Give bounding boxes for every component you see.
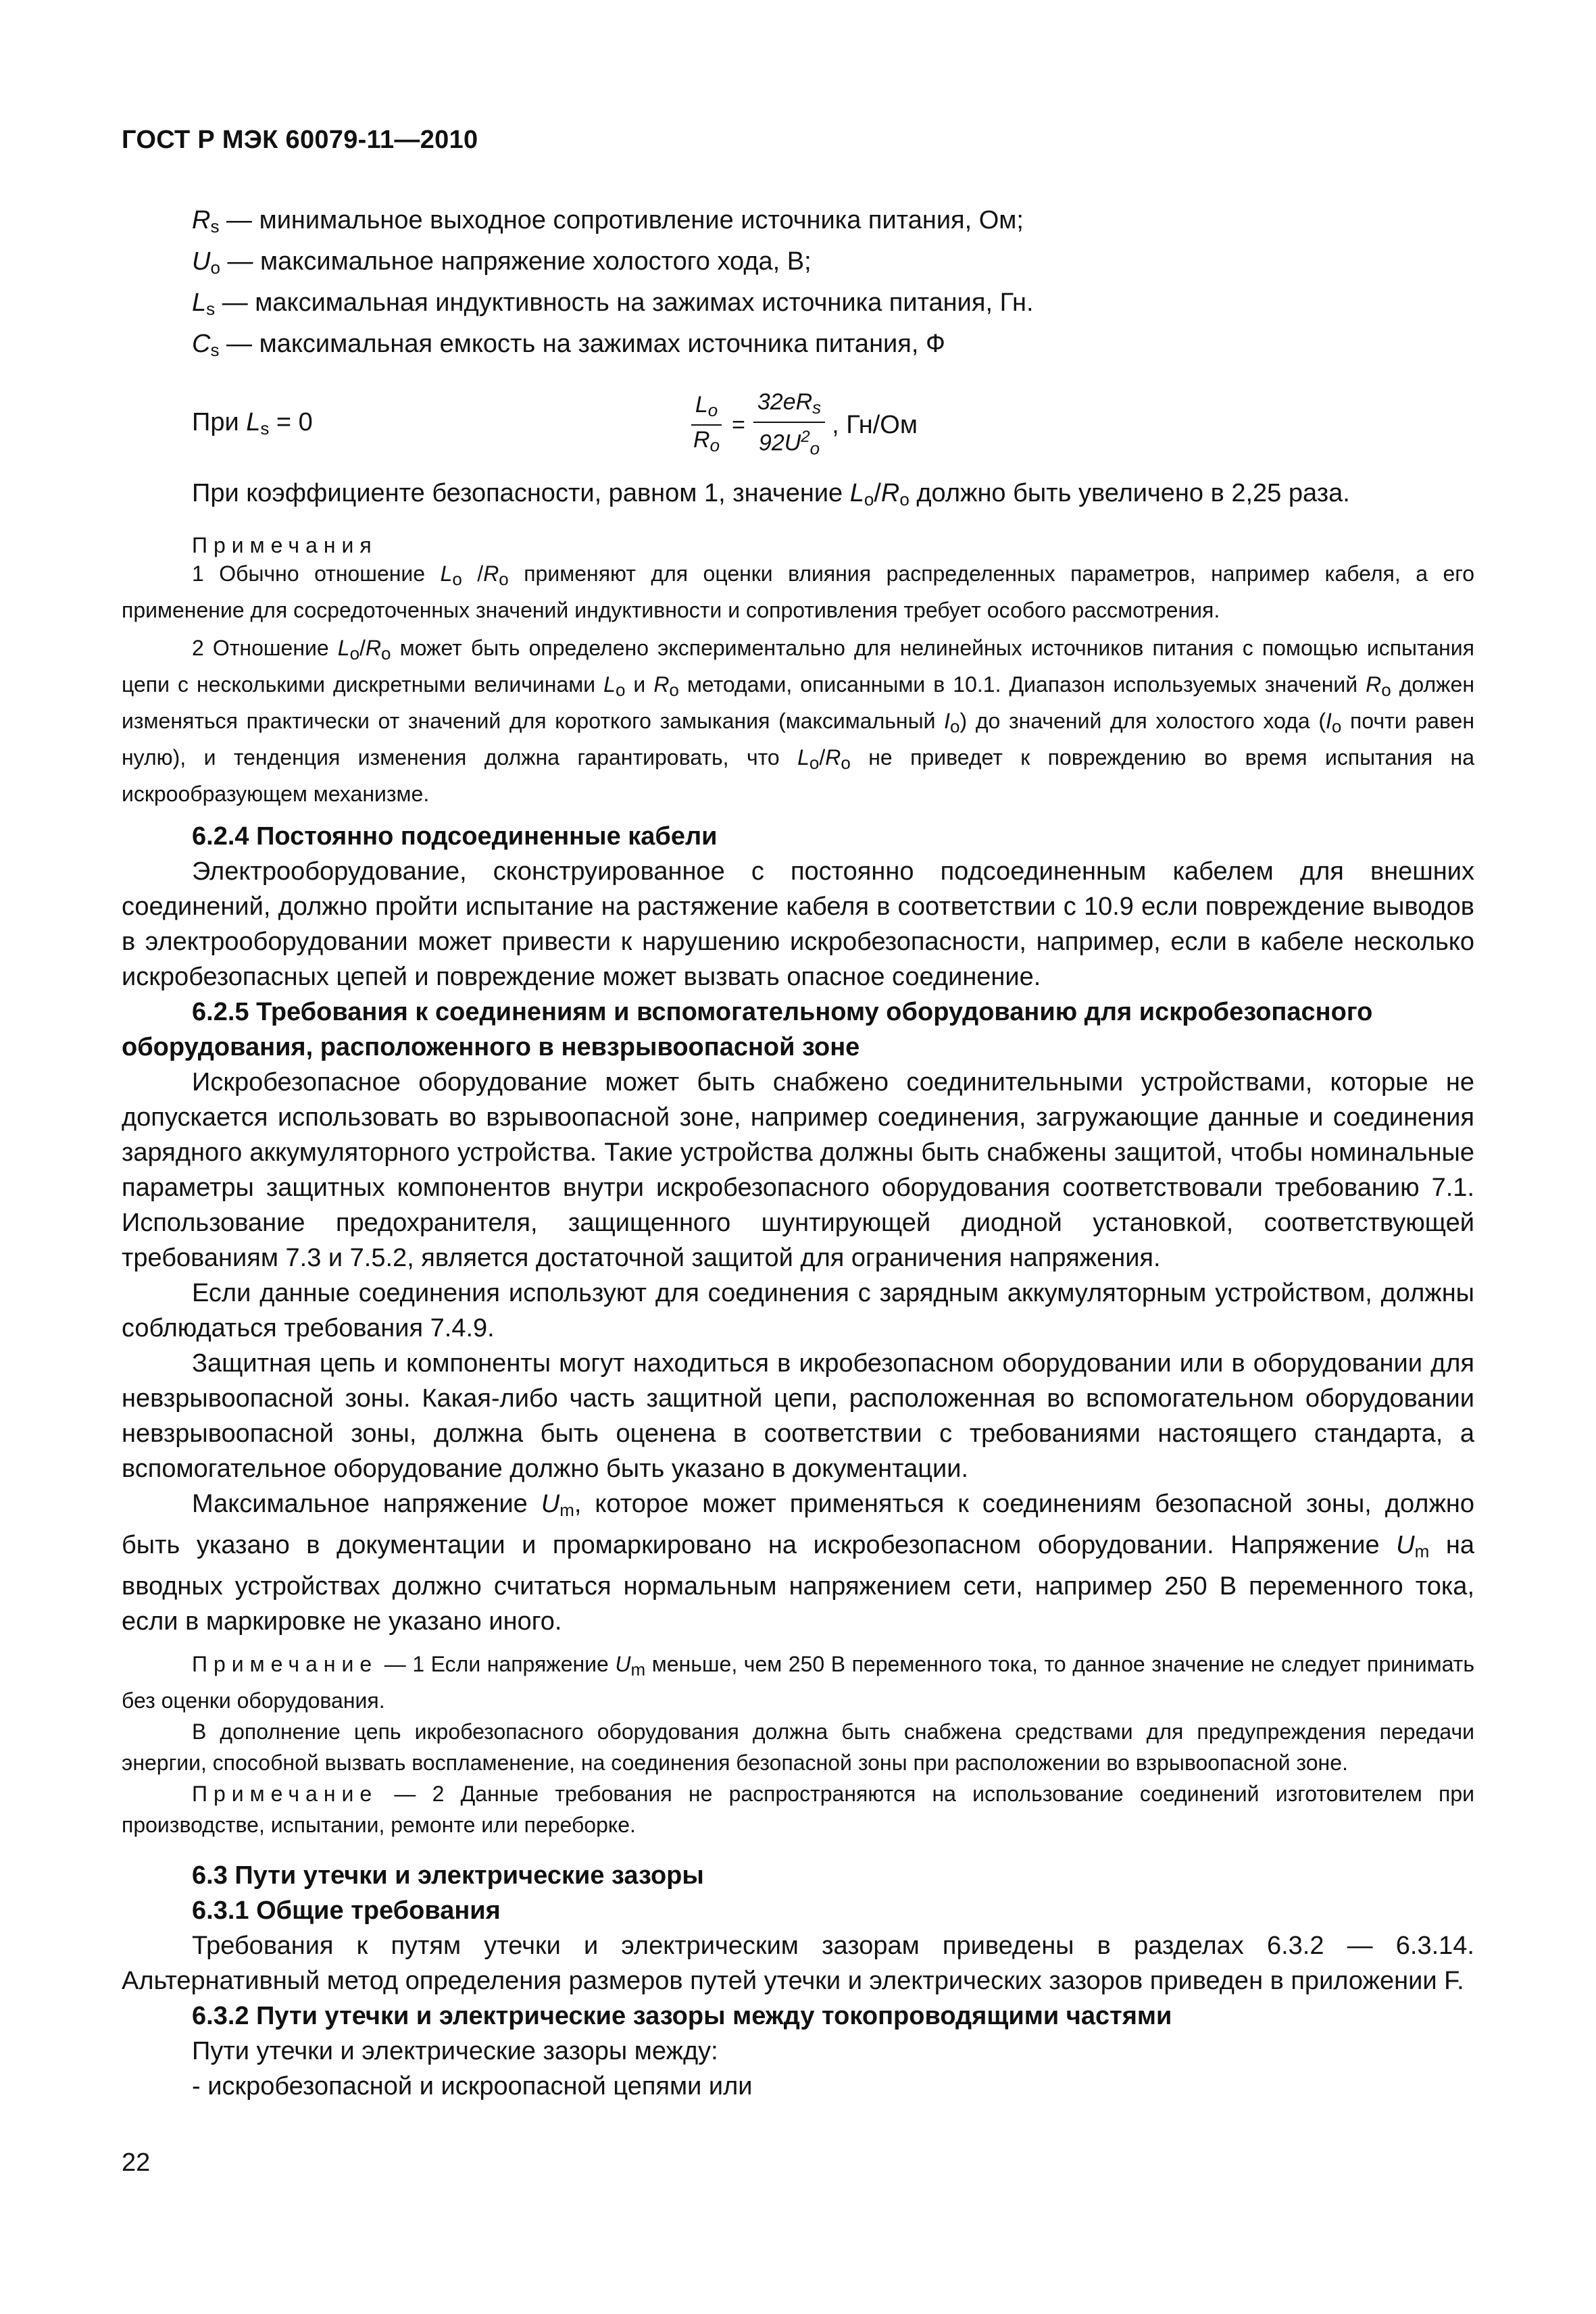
section-6-3-1-paragraph: Требования к путям утечки и электрическим зазорам приведены в разделах 6.3.2 — 6.3.14. Альтернативный метод определения размеров путей утечки и электрических зазоров приведен в приложении F. <box>122 1932 1474 1995</box>
section-heading-6-3: 6.3 Пути утечки и электрические зазоры <box>192 1861 704 1890</box>
section-heading-6-3-2: 6.3.2 Пути утечки и электрические зазоры между токопроводящими частями <box>192 2002 1172 2030</box>
section-6-3-2-list-item: - искробезопасной и искроопасной цепями или <box>192 2072 753 2101</box>
note-2: 2 Отношение $L_o/R_o$ может быть определено экспериментально для нелинейных источников питания с помощью испытания цепи с несколькими дискретными величинами $L_o$ и $R_o$ методами, описанными в 10.1. Диапазон используемых значений $R_o$ должен изменяться практически от значений для короткого замыкания (максимальный $I_o$) до значений для холостого хода ($I_o$ почти равен нулю), и тенденция изменения должна гарантировать, что $L_o/R_o$ не приведет к повреждению во время испытания на искрообразующем механизме. <box>122 636 1475 806</box>
definition-ls: $L_s$ — максимальная индуктивность на зажимах источника питания, Гн. <box>192 288 1034 319</box>
section-6-3-2-paragraph: Пути утечки и электрические зазоры между: <box>192 2037 718 2065</box>
notes-title: Примечания <box>192 533 378 557</box>
note-6-2-5-2: Примечание — 2 Данные требования не распространяются на использование соединений изготовителем при производстве, испытании, ремонте или переборке. <box>122 1782 1474 1837</box>
formula-lhs-fraction: $\frac{L_o}{R_o}$ <box>689 391 724 459</box>
section-6-2-5-paragraph-1: Искробезопасное оборудование может быть снабжено соединительными устройствами, которые не допускается использовать во взрывоопасной зоне, например соединения, загружающие данные и соединения зарядного аккумуляторного устройства. Такие устройства должны быть снабжены защитой, чтобы номинальные параметры защитных компонентов внутри искробезопасного оборудования соответствовали требованию 7.1. Использование предохранителя, защищенного шунтирующей диодной установкой, соответствующей требованиям 7.3 и 7.5.2, является достаточной защитой для ограничения напряжения. <box>122 1068 1474 1272</box>
formula-condition: При $L_s = 0$ <box>192 408 313 438</box>
definition-uo: $U_o$ — максимальное напряжение холостого хода, В; <box>192 247 812 278</box>
section-heading-6-3-1: 6.3.1 Общие требования <box>192 1896 501 1925</box>
formula-equals: = <box>732 411 745 438</box>
formula-unit: , Гн/Ом <box>832 410 918 439</box>
document-header: ГОСТ Р МЭК 60079-11—2010 <box>122 126 478 154</box>
definitions-list <box>122 203 1474 368</box>
section-heading-6-2-4: 6.2.4 Постоянно подсоединенные кабели <box>192 822 718 851</box>
formula-rhs-fraction: $\frac{32eR_s}{92U^2_o}$ <box>753 388 825 462</box>
page-number: 22 <box>122 2148 151 2177</box>
notes-block-1 <box>122 533 1474 809</box>
section-6-2-5-paragraph-3: Защитная цепь и компоненты могут находиться в икробезопасном оборудовании или в оборудовании для невзрывоопасной зоны. Какая-либо часть защитной цепи, расположенная во вспомогательном оборудовании невзрывоопасной зоны, должна быть оценена в соответствии с требованиями настоящего стандарта, а вспомогательное оборудование должно быть указано в документации. <box>122 1349 1474 1483</box>
definition-cs: $C_s$ — максимальная емкость на зажимах источника питания, Ф <box>192 330 945 360</box>
note-1: 1 Обычно отношение $L_o$ $/R_o$ применяют для оценки влияния распределенных параметров, например кабеля, а его применение для сосредоточенных значений индуктивности и сопротивления требует особого рассмотрения. <box>122 561 1475 622</box>
note-6-2-5-mid: В дополнение цепь икробезопасного оборудования должна быть снабжена средствами для предупреждения передачи энергии, способной вызвать воспламенение, на соединения безопасной зоны при расположении во взрывоопасной зоне. <box>122 1719 1474 1775</box>
formula-expression <box>689 388 918 462</box>
section-heading-6-2-5: 6.2.5 Требования к соединениям и вспомогательному оборудованию для искробезопасного оборудования, расположенного в невзрывоопасной зоне <box>122 998 1373 1061</box>
safety-factor-paragraph: При коэффициенте безопасности, равном 1, значение $L_o/R_o$ должно быть увеличено в 2,25 раза. <box>192 479 1350 509</box>
section-6-2-4-paragraph: Электрооборудование, сконструированное с постоянно подсоединенным кабелем для внешних соединений, должно пройти испытание на растяжение кабеля в соответствии с 10.9 если повреждение выводов в электрооборудовании может привести к нарушению искробезопасности, например, если в кабеле несколько искробезопасных цепей и повреждение может вызвать опасное соединение. <box>122 857 1474 991</box>
section-6-2-5-paragraph-4: Максимальное напряжение $U_m$, которое может применяться к соединениям безопасной зоны, должно быть указано в документации и промаркировано на искробезопасном оборудовании. Напряжение $U_m$ на вводных устройствах должно считаться нормальным напряжением сети, например 250 В переменного тока, если в маркировке не указано иного. <box>122 1490 1474 1636</box>
definition-rs: $R_s$ — минимальное выходное сопротивление источника питания, Ом; <box>192 206 1024 236</box>
note-6-2-5-1: Примечание — 1 Если напряжение $U_m$ меньше, чем 250 В переменного тока, то данное значение не следует принимать без оценки оборудования. <box>122 1652 1474 1713</box>
section-6-2-5-paragraph-2: Если данные соединения используют для соединения с зарядным аккумуляторным устройством, должны соблюдаться требования 7.4.9. <box>122 1279 1474 1342</box>
formula-block <box>122 388 1474 462</box>
notes-block-2 <box>122 1649 1474 1840</box>
document-body <box>122 203 1474 2104</box>
